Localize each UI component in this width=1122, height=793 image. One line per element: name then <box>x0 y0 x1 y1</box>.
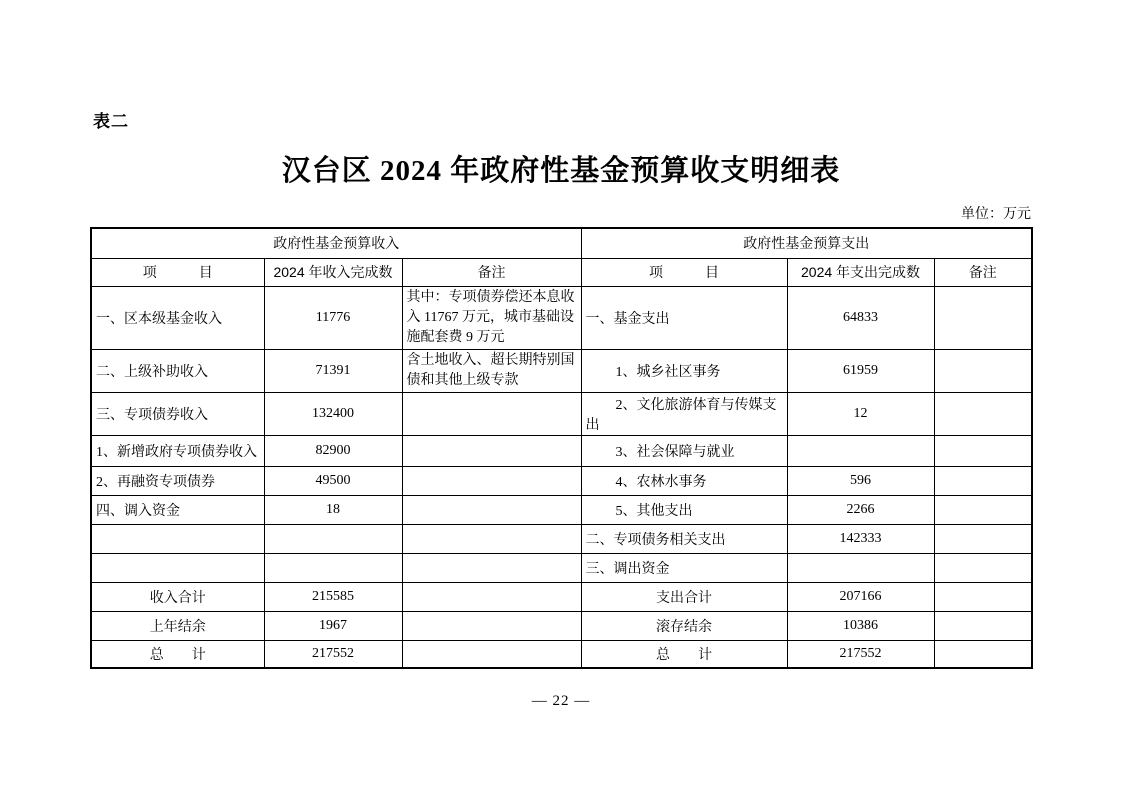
cell-remark: 含土地收入、超长期特别国债和其他上级专款 <box>402 349 581 392</box>
cell-remark <box>402 495 581 524</box>
cell-remark <box>934 466 1032 495</box>
cell-remark <box>934 640 1032 668</box>
cell-value: 1967 <box>264 611 402 640</box>
cell-item <box>91 524 264 553</box>
cell-item: 二、上级补助收入 <box>91 349 264 392</box>
cell-item: 一、区本级基金收入 <box>91 286 264 349</box>
cell-value: 2266 <box>787 495 934 524</box>
cell-value <box>264 524 402 553</box>
table-row <box>91 466 1032 495</box>
cell-remark <box>402 582 581 611</box>
table-row <box>91 392 1032 435</box>
cell-remark <box>934 582 1032 611</box>
cell-remark <box>934 553 1032 582</box>
cell-value: 82900 <box>264 435 402 466</box>
cell-item: 滚存结余 <box>581 611 787 640</box>
cell-value: 217552 <box>787 640 934 668</box>
cell-item: 二、专项债务相关支出 <box>581 524 787 553</box>
cell-remark <box>402 435 581 466</box>
cell-value: 61959 <box>787 349 934 392</box>
cell-item: 上年结余 <box>91 611 264 640</box>
cell-remark <box>402 466 581 495</box>
cell-item: 收入合计 <box>91 582 264 611</box>
cell-remark <box>402 553 581 582</box>
cell-remark: 其中：专项债券偿还本息收入 11767 万元，城市基础设施配套费 9 万元 <box>402 286 581 349</box>
table-row <box>91 553 1032 582</box>
cell-item: 总 计 <box>581 640 787 668</box>
cell-item: 2、文化旅游体育与传媒支出 <box>581 392 787 435</box>
col-header-remark-right: 备注 <box>934 258 1032 286</box>
table-row <box>91 435 1032 466</box>
cell-remark <box>934 495 1032 524</box>
cell-value: 142333 <box>787 524 934 553</box>
cell-item: 1、城乡社区事务 <box>581 349 787 392</box>
cell-item: 三、调出资金 <box>581 553 787 582</box>
table-row <box>91 611 1032 640</box>
cell-value: 49500 <box>264 466 402 495</box>
cell-remark <box>934 435 1032 466</box>
column-header-row <box>91 258 1032 286</box>
budget-table <box>90 227 1033 669</box>
cell-remark <box>934 286 1032 349</box>
cell-value: 596 <box>787 466 934 495</box>
cell-remark <box>402 392 581 435</box>
cell-remark <box>402 524 581 553</box>
col-header-item-left: 项 目 <box>91 258 264 286</box>
cell-value <box>787 553 934 582</box>
cell-item: 支出合计 <box>581 582 787 611</box>
cell-remark <box>934 611 1032 640</box>
table-row <box>91 286 1032 349</box>
col-header-expenditure-amount: 2024 年支出完成数 <box>787 258 934 286</box>
unit-note: 单位：万元 <box>961 207 1031 222</box>
cell-item: 2、再融资专项债券 <box>91 466 264 495</box>
section-header-row <box>91 228 1032 258</box>
cell-item: 4、农林水事务 <box>581 466 787 495</box>
cell-item: 3、社会保障与就业 <box>581 435 787 466</box>
cell-value <box>264 553 402 582</box>
table-row <box>91 640 1032 668</box>
cell-remark <box>934 349 1032 392</box>
cell-value: 12 <box>787 392 934 435</box>
cell-value: 71391 <box>264 349 402 392</box>
table-row <box>91 582 1032 611</box>
cell-value: 207166 <box>787 582 934 611</box>
cell-value: 132400 <box>264 392 402 435</box>
cell-value: 18 <box>264 495 402 524</box>
col-header-item-right: 项 目 <box>581 258 787 286</box>
col-header-revenue-amount: 2024 年收入完成数 <box>264 258 402 286</box>
revenue-section-header: 政府性基金预算收入 <box>91 228 581 258</box>
table-label: 表二 <box>93 112 129 131</box>
cell-value: 64833 <box>787 286 934 349</box>
cell-value: 10386 <box>787 611 934 640</box>
cell-value: 215585 <box>264 582 402 611</box>
cell-item <box>91 553 264 582</box>
page-title: 汉台区 2024 年政府性基金预算收支明细表 <box>281 155 841 187</box>
page-number: — 22 — <box>531 693 591 709</box>
table-row <box>91 524 1032 553</box>
cell-item: 四、调入资金 <box>91 495 264 524</box>
table-row <box>91 495 1032 524</box>
cell-remark <box>402 640 581 668</box>
table-row <box>91 349 1032 392</box>
col-header-remark-left: 备注 <box>402 258 581 286</box>
cell-item: 三、专项债券收入 <box>91 392 264 435</box>
cell-item: 一、基金支出 <box>581 286 787 349</box>
cell-remark <box>402 611 581 640</box>
cell-item: 总 计 <box>91 640 264 668</box>
expenditure-section-header: 政府性基金预算支出 <box>581 228 1032 258</box>
cell-value: 217552 <box>264 640 402 668</box>
cell-remark <box>934 524 1032 553</box>
cell-value: 11776 <box>264 286 402 349</box>
cell-item: 1、新增政府专项债券收入 <box>91 435 264 466</box>
cell-item: 5、其他支出 <box>581 495 787 524</box>
cell-value <box>787 435 934 466</box>
cell-remark <box>934 392 1032 435</box>
